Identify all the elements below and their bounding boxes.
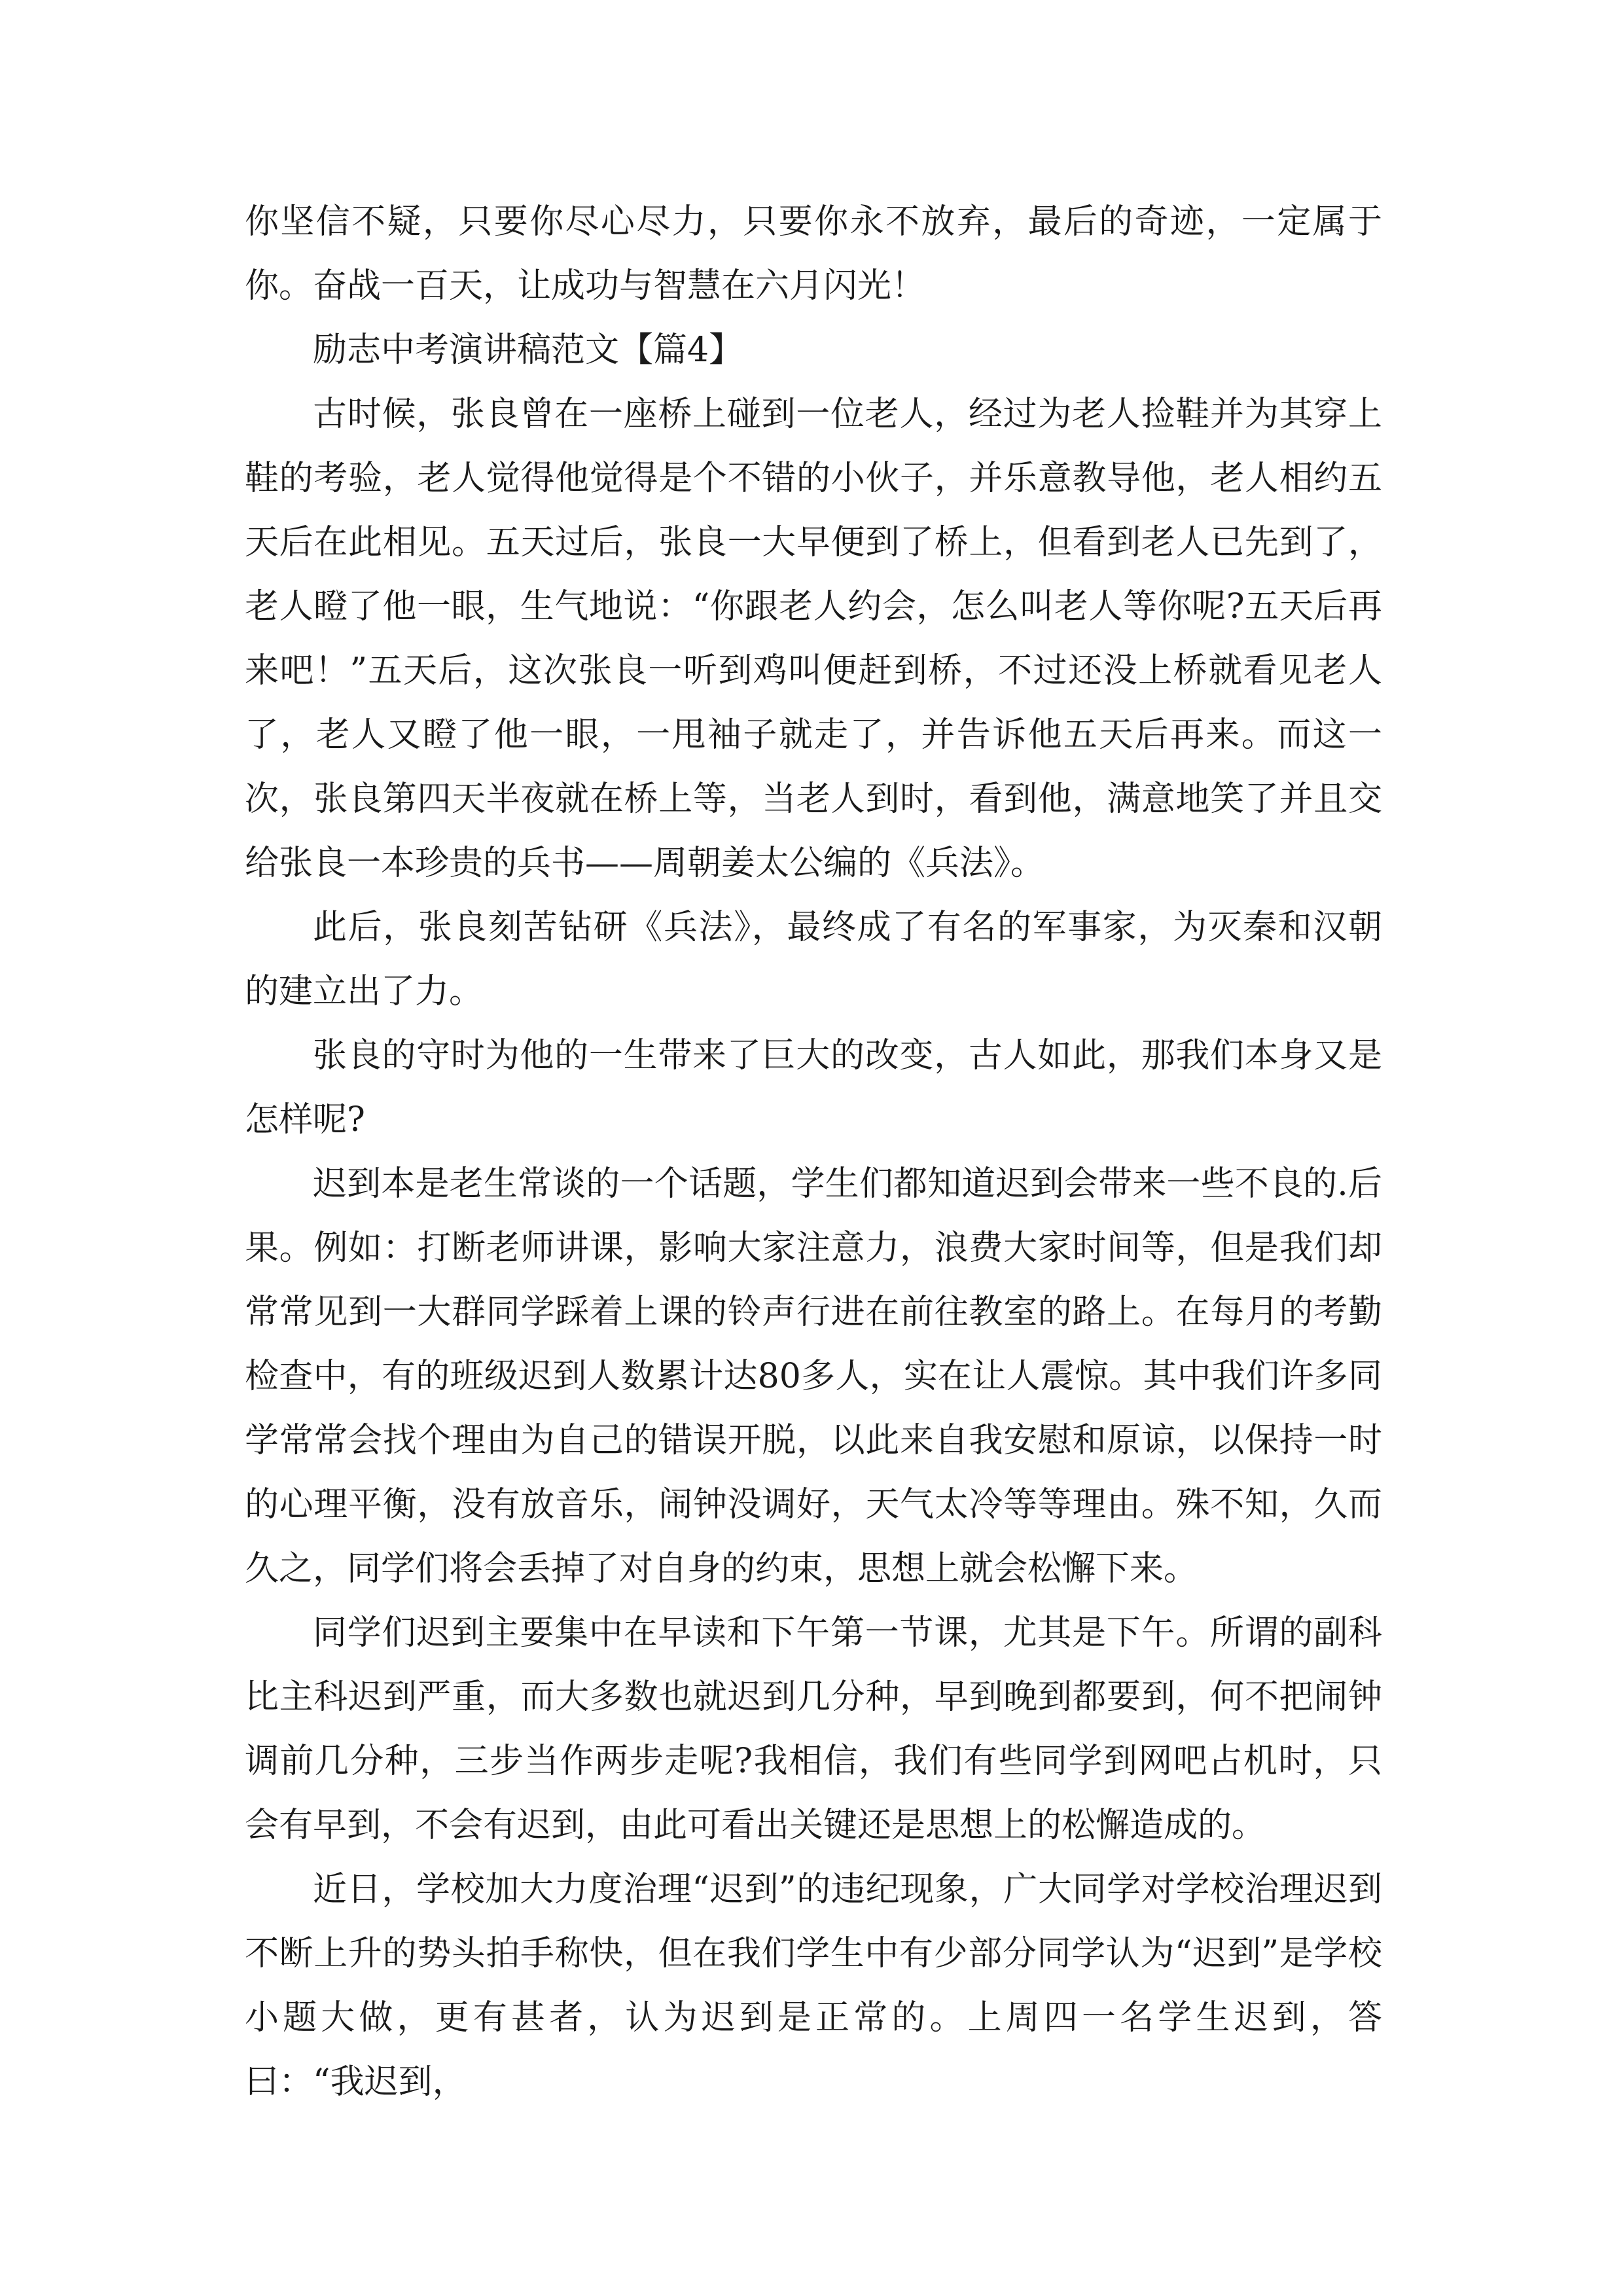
paragraph: 古时候，张良曾在一座桥上碰到一位老人，经过为老人捡鞋并为其穿上鞋的考验，老人觉得他觉得是个不错的小伙子，并乐意教导他，老人相约五天后在此相见。五天过后，张良一大早便到了桥上，但看到老人已先到了，老人瞪了他一眼，生气地说：“你跟老人约会，怎么叫老人等你呢?五天后再来吧！”五天后，这次张良一听到鸡叫便赶到桥，不过还没上桥就看见老人了，老人又瞪了他一眼，一甩袖子就走了，并告诉他五天后再来。而这一次，张良第四天半夜就在桥上等，当老人到时，看到他，满意地笑了并且交给张良一本珍贵的兵书——周朝姜太公编的《兵法》。 <box>245 395 1382 883</box>
paragraph: 此后，张良刻苦钻研《兵法》，最终成了有名的军事家，为灭秦和汉朝的建立出了力。 <box>245 908 1382 1011</box>
paragraph: 张良的守时为他的一生带来了巨大的改变，古人如此，那我们本身又是怎样呢? <box>245 1036 1382 1139</box>
paragraph: 迟到本是老生常谈的一个话题，学生们都知道迟到会带来一些不良的.后果。例如：打断老师讲课，影响大家注意力，浪费大家时间等，但是我们却常常见到一大群同学踩着上课的铃声行进在前往教室的路上。在每月的考勤检查中，有的班级迟到人数累计达80多人，实在让人震惊。其中我们许多同学常常会找个理由为自己的错误开脱，以此来自我安慰和原谅，以保持一时的心理平衡，没有放音乐，闹钟没调好，天气太冷等等理由。殊不知，久而久之，同学们将会丢掉了对自身的约束，思想上就会松懈下来。 <box>245 1164 1382 1588</box>
paragraph: 同学们迟到主要集中在早读和下午第一节课，尤其是下午。所谓的副科比主科迟到严重，而大多数也就迟到几分种，早到晚到都要到，何不把闹钟调前几分种，三步当作两步走呢?我相信，我们有些同学到网吧占机时，只会有早到，不会有迟到，由此可看出关键还是思想上的松懈造成的。 <box>245 1613 1382 1845</box>
paragraph: 近日，学校加大力度治理“迟到”的违纪现象，广大同学对学校治理迟到不断上升的势头拍手称快，但在我们学生中有少部分同学认为“迟到”是学校小题大做，更有甚者，认为迟到是正常的。上周四一名学生迟到，答曰：“我迟到， <box>245 1870 1382 2102</box>
document-body <box>245 190 1382 2114</box>
section-heading: 励志中考演讲稿范文【篇4】 <box>313 331 743 370</box>
paragraph-continuation: 你坚信不疑，只要你尽心尽力，只要你永不放弃，最后的奇迹，一定属于你。奋战一百天，让成功与智慧在六月闪光！ <box>245 202 1382 306</box>
